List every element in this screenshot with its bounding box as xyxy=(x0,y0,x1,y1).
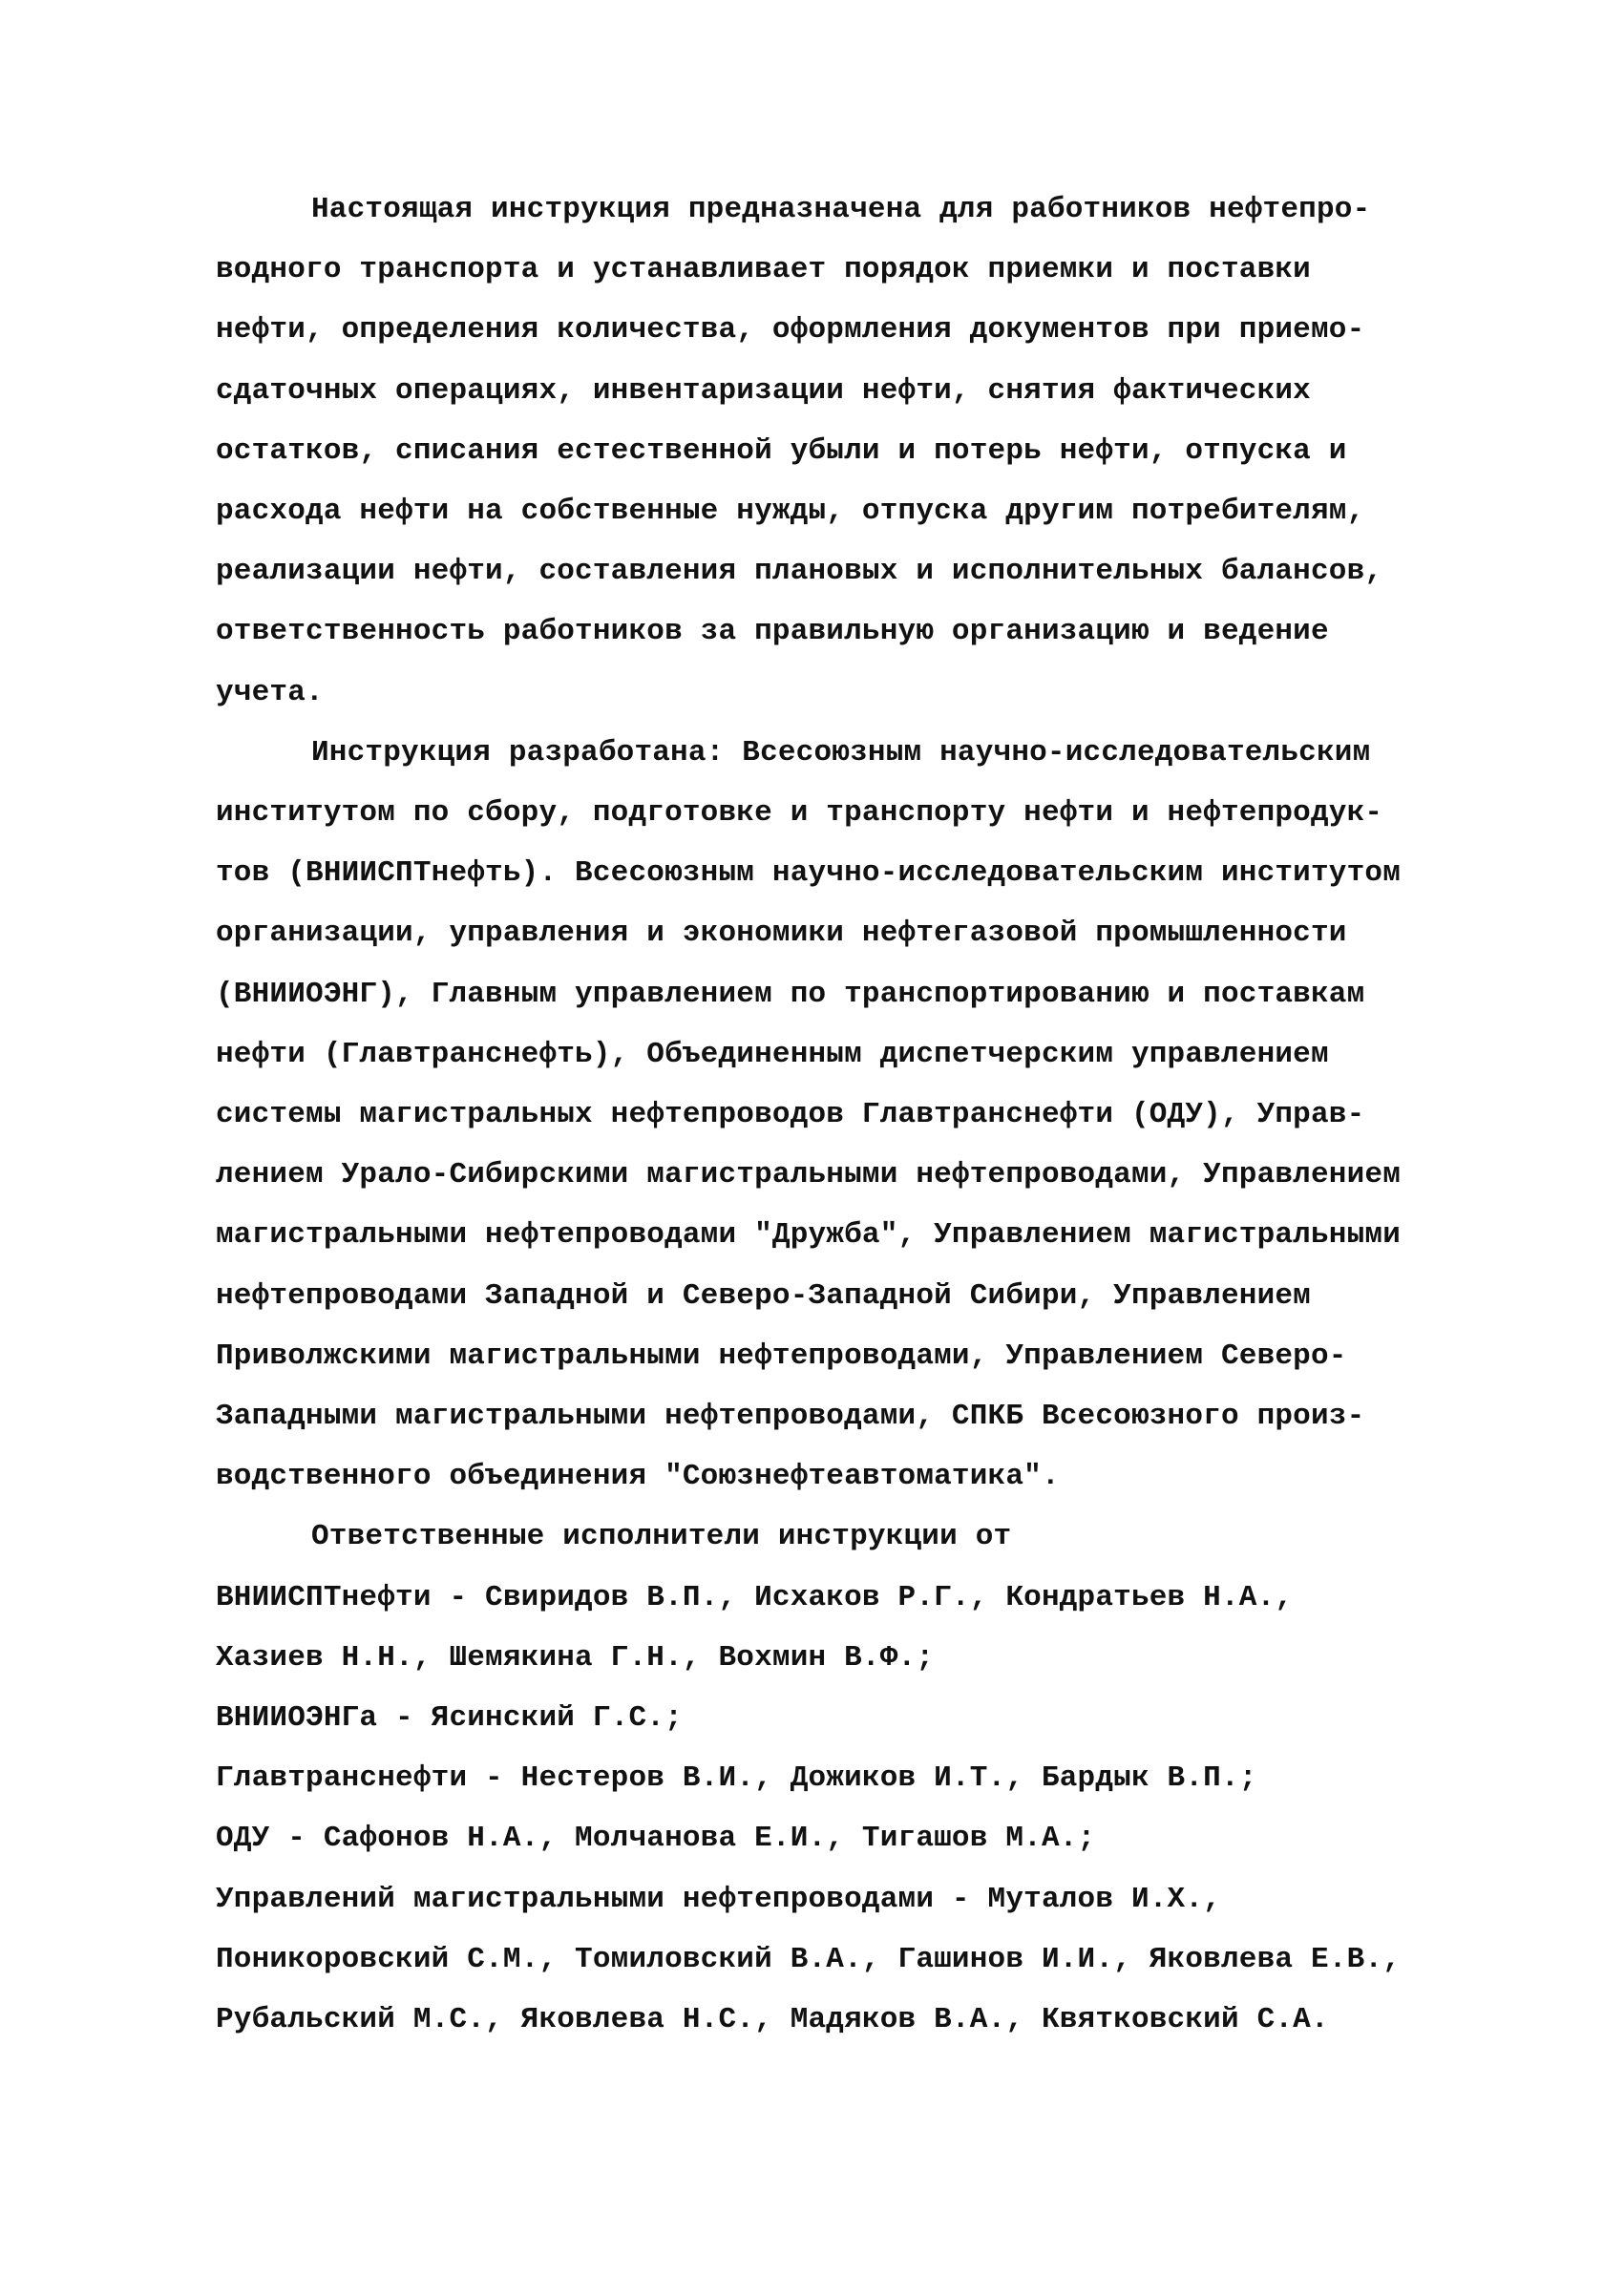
text-line: Ответственные исполнители инструкции от xyxy=(311,1520,1012,1554)
text-line: реализации нефти, составления плановых и исполнительных балансов, xyxy=(216,555,1383,589)
text-line: нефти, определения количества, оформления документов при приемо- xyxy=(216,313,1365,348)
text-line: водственного объединения "Союзнефтеавтоматика". xyxy=(216,1460,1060,1494)
text-line: магистральными нефтепроводами "Дружба", Управлением магистральными xyxy=(216,1218,1401,1253)
text-line: Поникоровский С.М., Томиловский В.А., Гашинов И.И., Яковлева Е.В., xyxy=(216,1942,1401,1976)
text-line: организации, управления и экономики нефтегазовой промышленности xyxy=(216,917,1347,951)
text-line: системы магистральных нефтепроводов Главтранснефти (ОДУ), Управ- xyxy=(216,1098,1365,1132)
text-line: Хазиев Н.Н., Шемякина Г.Н., Вохмин В.Ф.; xyxy=(216,1640,935,1675)
paragraph-responsible xyxy=(216,1507,1486,2050)
text-line: водного транспорта и устанавливает порядок приемки и поставки xyxy=(216,253,1311,287)
text-line: Рубальский М.С., Яковлева Н.С., Мадяков В.А., Квятковский С.А. xyxy=(216,2003,1329,2037)
text-line: Западными магистральными нефтепроводами, СПКБ Всесоюзного произ- xyxy=(216,1400,1365,1434)
text-line: Приволжскими магистральными нефтепроводами, Управлением Северо- xyxy=(216,1339,1347,1373)
paragraph-purpose xyxy=(216,179,1486,723)
text-line: лением Урало-Сибирскими магистральными нефтепроводами, Управлением xyxy=(216,1158,1401,1192)
text-line: остатков, списания естественной убыли и потерь нефти, отпуска и xyxy=(216,433,1347,468)
text-line: Управлений магистральными нефтепроводами - Муталов И.Х., xyxy=(216,1882,1221,1916)
text-line: учета. xyxy=(216,675,324,709)
text-line: институтом по сбору, подготовке и транспорту нефти и нефтепродук- xyxy=(216,796,1383,831)
text-line: тов (ВНИИСПТнефть). Всесоюзным научно-исследовательским институтом xyxy=(216,856,1401,891)
text-line: ВНИИОЭНГа - Ясинский Г.С.; xyxy=(216,1701,683,1736)
text-line: сдаточных операциях, инвентаризации нефти, снятия фактических xyxy=(216,373,1311,408)
document-body xyxy=(216,179,1486,2050)
text-line: ВНИИСПТнефти - Свиридов В.П., Исхаков Р.Г., Кондратьев Н.А., xyxy=(216,1580,1294,1614)
text-line: Настоящая инструкция предназначена для работников нефтепро- xyxy=(311,193,1371,226)
text-line: Инструкция разработана: Всесоюзным научно-исследовательским xyxy=(311,735,1371,770)
paragraph-developers xyxy=(216,723,1486,1507)
text-line: ОДУ - Сафонов Н.А., Молчанова Е.И., Тигашов М.А.; xyxy=(216,1822,1096,1856)
text-line: ответственность работников за правильную организацию и ведение xyxy=(216,615,1329,649)
text-line: нефтепроводами Западной и Северо-Западной Сибири, Управлением xyxy=(216,1278,1311,1313)
text-line: нефти (Главтранснефть), Объединенным диспетчерским управлением xyxy=(216,1037,1329,1071)
text-line: Главтранснефти - Нестеров В.И., Дожиков И.Т., Бардык В.П.; xyxy=(216,1761,1257,1796)
text-line: (ВНИИОЭНГ), Главным управлением по транспортированию и поставкам xyxy=(216,977,1365,1011)
text-line: расхода нефти на собственные нужды, отпуска другим потребителям, xyxy=(216,495,1365,529)
